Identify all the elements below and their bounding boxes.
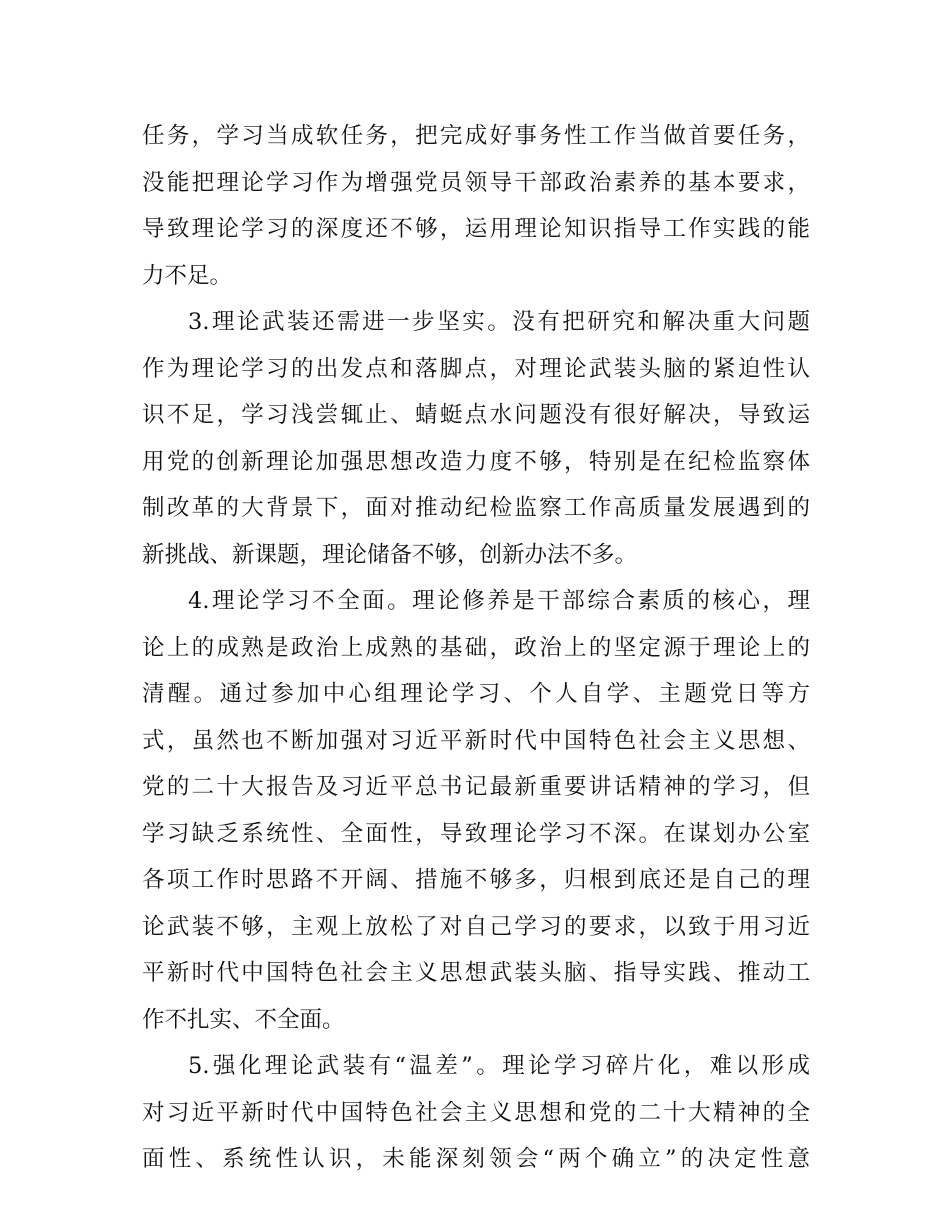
text-line: 用党的创新理论加强思想改造力度不够，特别是在纪检监察体	[142, 448, 810, 475]
text-line: 制改革的大背景下，面对推动纪检监察工作高质量发展遇到的	[142, 495, 810, 521]
text-line: 式，虽然也不断加强对习近平新时代中国特色社会主义思想、	[142, 727, 810, 754]
text-line: 没能把理论学习作为增强党员领导干部政治素养的基本要求，	[142, 169, 810, 196]
section-heading-line: 5.强化理论武装有“温差”。理论学习碎片化，难以形成	[188, 1053, 810, 1079]
text-line: 平新时代中国特色社会主义思想武装头脑、指导实践、推动工	[142, 960, 810, 986]
text-line: 论武装不够，主观上放松了对自己学习的要求，以致于用习近	[142, 913, 810, 940]
section-heading-line: 4.理论学习不全面。理论修养是干部综合素质的核心，理	[188, 588, 810, 614]
text-line: 力不足。	[142, 262, 233, 289]
text-line: 对习近平新时代中国特色社会主义思想和党的二十大精神的全	[142, 1099, 810, 1126]
text-line: 面性、系统性认识，未能深刻领会“两个确立”的决定性意	[142, 1146, 810, 1172]
text-line: 各项工作时思路不开阔、措施不够多，归根到底还是自己的理	[142, 867, 810, 893]
text-line: 任务，学习当成软任务，把完成好事务性工作当做首要任务，	[142, 123, 810, 149]
text-line: 学习缺乏系统性、全面性，导致理论学习不深。在谋划办公室	[142, 820, 810, 847]
text-line: 导致理论学习的深度还不够，运用理论知识指导工作实践的能	[142, 216, 810, 242]
document-body	[142, 113, 810, 1183]
section-heading-line: 3.理论武装还需进一步坚实。没有把研究和解决重大问题	[188, 309, 810, 335]
text-line: 作不扎实、不全面。	[142, 1006, 345, 1033]
text-line: 论上的成熟是政治上成熟的基础，政治上的坚定源于理论上的	[142, 634, 810, 661]
text-line: 新挑战、新课题，理论储备不够，创新办法不多。	[142, 541, 638, 568]
text-line: 清醒。通过参加中心组理论学习、个人自学、主题党日等方	[142, 681, 810, 707]
text-line: 党的二十大报告及习近平总书记最新重要讲话精神的学习，但	[142, 774, 810, 800]
text-line: 作为理论学习的出发点和落脚点，对理论武装头脑的紧迫性认	[142, 355, 810, 382]
text-line: 识不足，学习浅尝辄止、蜻蜓点水问题没有很好解决，导致运	[142, 402, 810, 428]
